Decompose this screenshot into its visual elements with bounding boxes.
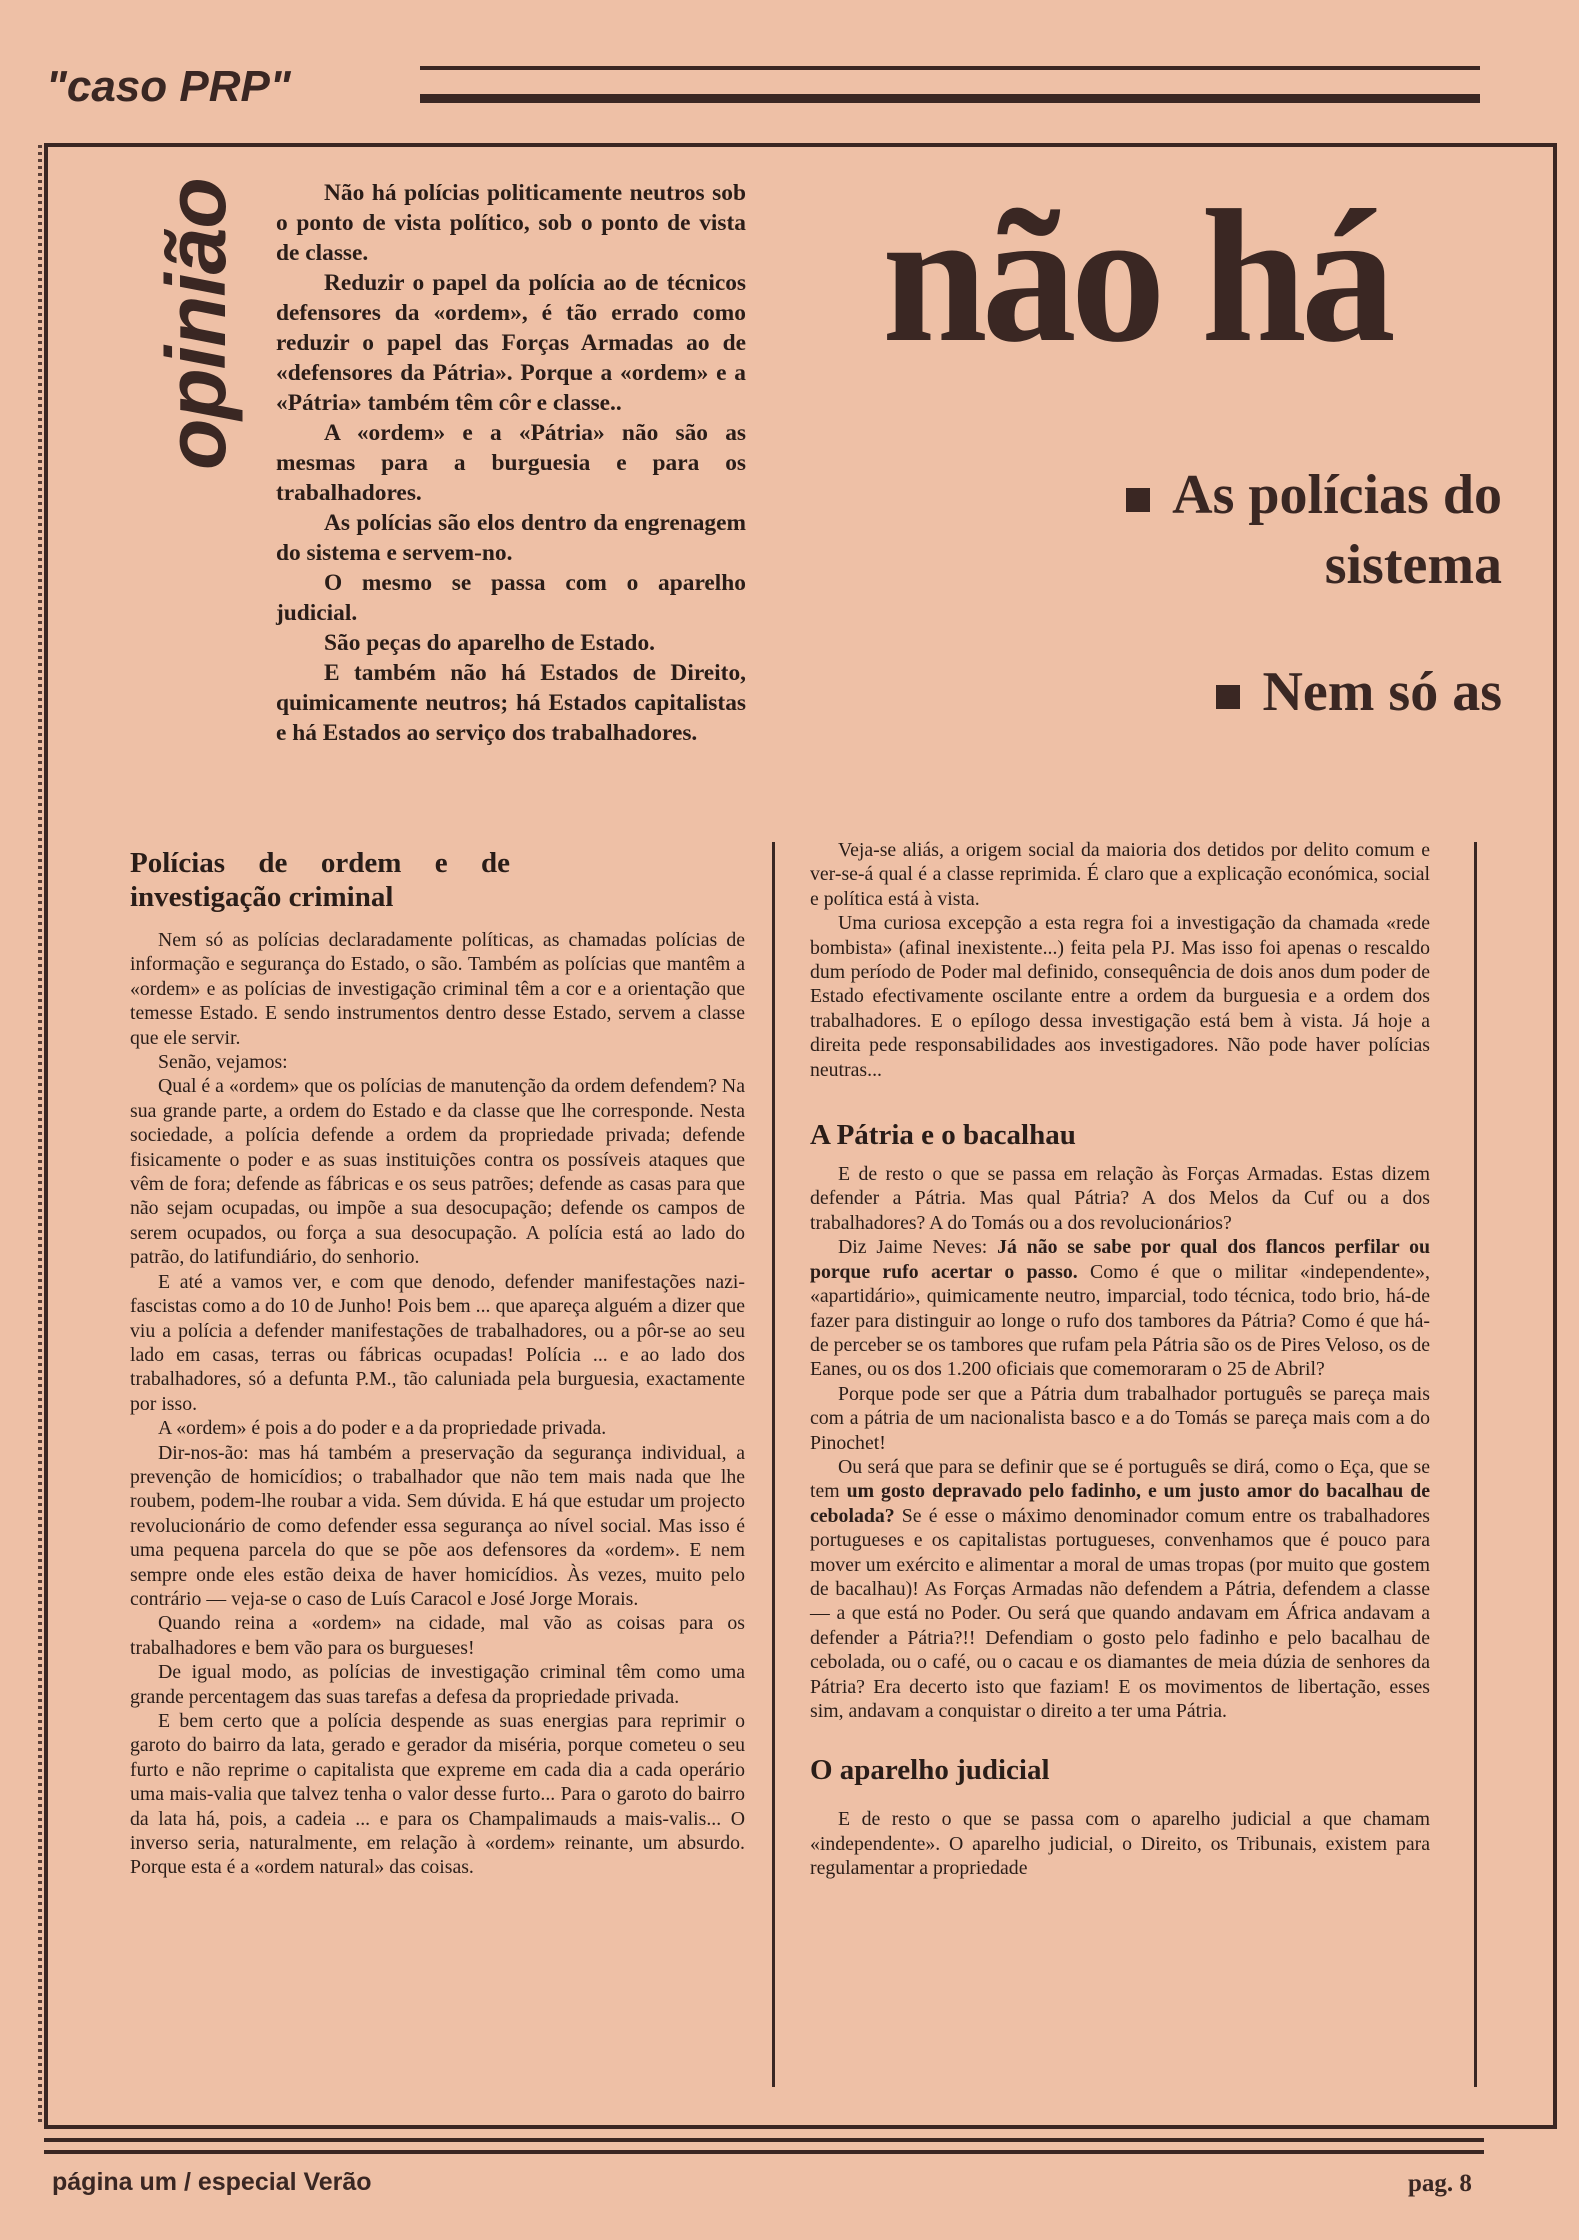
header-rule-top bbox=[420, 66, 1480, 70]
section-heading: A Pátria e o bacalhau bbox=[810, 1119, 1076, 1152]
column-divider-right bbox=[1474, 842, 1477, 2087]
paragraph: Quando reina a «ordem» na cidade, mal vão as coisas para os trabalhadores e bem vão para os burgueses! bbox=[130, 1612, 745, 1659]
paragraph: A «ordem» é pois a do poder e a da propriedade privada. bbox=[158, 1417, 607, 1440]
subheadline-2 bbox=[1112, 660, 1502, 724]
paragraph: E bem certo que a polícia despende as suas energias para reprimir o garoto do bairro da lata, gerado e gerador da miséria, porque cometeu o seu furto e não reprime o capitalista que expreme em cada dia a cada operário uma mais-valia que talvez tenha o valor desse furto... Para o garoto do bairro da lata há, pois, a cadeia ... e para os Champalimauds a mais-valis... O inverso seria, naturalmente, em relação à «ordem» reinante, um absurdo. Porque esta é a «ordem natural» das coisas. bbox=[130, 1710, 745, 1879]
page-number: pag. 8 bbox=[1408, 2170, 1472, 2197]
paragraph: Uma curiosa excepção a esta regra foi a investigação da chamada «rede bombista» (afinal inexistente...) feita pela PJ. Mas isso foi apenas o rescaldo dum período de Poder mal definido, consequência de dois anos dum poder de Estado efectivamente oscilante entre a ordem da burguesia e a ordem dos trabalhadores. E o epílogo dessa investigação está bem à vista. Já hoje a direita pede responsabilidades aos investigadores. Não pode haver polícias neutras... bbox=[810, 912, 1430, 1081]
perforated-edge bbox=[38, 145, 42, 2125]
section-heading: O aparelho judicial bbox=[810, 1754, 1050, 1787]
section-label: opinião bbox=[149, 178, 243, 470]
intro-paragraph: Não há polícias politicamente neutros sob o ponto de vista político, sob o ponto de vista de classe. bbox=[276, 180, 746, 266]
paragraph: E até a vamos ver, e com que denodo, defender manifestações nazi-fascistas como a do 10 de Junho! Pois bem ... que apareça alguém a dizer que viu a polícia a defender manifestações de trabalhadores, ou a pôr-se ao seu lado em casas, terras ou fábricas ocupadas! Polícia ... e ao lado dos trabalhadores, só a defunta P.M., tão caluniada pela burguesia, exactamente por isso. bbox=[130, 1270, 745, 1415]
paragraph: De igual modo, as polícias de investigação criminal têm como uma grande percentagem das suas tarefas a defesa da propriedade privada. bbox=[130, 1661, 745, 1708]
headline: não há bbox=[882, 172, 1390, 382]
paragraph: E de resto o que se passa com o aparelho judicial a que chamam «independente». O aparelho judicial, o Direito, os Tribunais, existem para regulamentar a propriedade bbox=[810, 1808, 1430, 1880]
intro-block bbox=[276, 178, 746, 748]
quote-rest: Como é que o militar «independente», «apartidário», quimicamente neutro, imparcial, todo técnica, todo brio, há-de fazer para distinguir ao longe o rufo dos tambores da Pátria? Como é que há-de perceber se os tambores que rufam pela Pátria são os de Pires Veloso, os de Eanes, ou os dos 1.200 oficiais que comemoraram o 25 de Abril? bbox=[810, 1260, 1430, 1381]
header-title: "caso PRP" bbox=[46, 62, 291, 111]
column-right bbox=[810, 838, 1430, 1881]
intro-paragraph: São peças do aparelho de Estado. bbox=[324, 630, 655, 656]
footer-rule-top bbox=[44, 2138, 1484, 2142]
subheadline-1-text: As polícias do sistema bbox=[1172, 464, 1502, 596]
bullet-square bbox=[1216, 685, 1240, 709]
eca-rest: Se é esse o máximo denominador comum entre os trabalhadores portugueses e os capitalistas portugueses, convenhamos que é pouco para mover um exército e alimentar a moral de umas tropas (por muito que gostem de bacalhau)! As Forças Armadas não defendem a Pátria, defendem a classe — a que está no Poder. Ou será que quando andavam em África andavam a defender a Pátria?!! Defendiam o gosto pelo fadinho e pelo bacalhau de cebolada, ou o café, ou o cacau e os diamantes de meia dúzia de senhores da Pátria? Era decerto isto que faziam! E os movimentos de libertação, esses sim, andavam a conquistar o direito a ter uma Pátria. bbox=[810, 1504, 1430, 1722]
paragraph: E de resto o que se passa em relação às Forças Armadas. Estas dizem defender a Pátria. Mas qual Pátria? A dos Melos da Cuf ou a dos trabalhadores? A do Tomás ou a dos revolucionários? bbox=[810, 1163, 1430, 1234]
quote-bold: Já não se sabe por qual dos flancos perfilar ou porque rufo acertar o passo. bbox=[810, 1236, 1430, 1283]
eca-bold: um gosto depravado pelo fadinho, e um justo amor do bacalhau de cebolada? bbox=[810, 1480, 1430, 1527]
intro-paragraph: Reduzir o papel da polícia ao de técnicos defensores da «ordem», é tão errado como reduzir o papel das Forças Armadas ao de «defensores da Pátria». Porque a «ordem» e a «Pátria» também têm côr e classe.. bbox=[276, 270, 746, 416]
section-heading: Polícias de ordem e de investigação criminal bbox=[130, 847, 510, 913]
bullet-square bbox=[1126, 488, 1150, 512]
quote-intro: Diz Jaime Neves: bbox=[838, 1236, 998, 1259]
paragraph: Dir-nos-ão: mas há também a preservação da segurança individual, a prevenção de homicídios; o trabalhador que não tem mais nada que lhe roubem, podem-lhe roubar a vida. Sem dúvida. E há que estudar um projecto revolucionário de como defender essa segurança ao nível social. Mas isso é uma pequena parcela do que se põe aos defensores da «ordem». E nem sempre onde eles estão deixa de haver homicídios. Às vezes, muito pelo contrário — veja-se o caso de Luís Caracol e José Jorge Morais. bbox=[130, 1441, 745, 1610]
intro-paragraph: O mesmo se passa com o aparelho judicial. bbox=[276, 570, 746, 626]
paragraph: Veja-se aliás, a origem social da maioria dos detidos por delito comum e ver-se-á qual é a classe reprimida. É claro que a explicação económica, social e política está à vista. bbox=[810, 839, 1430, 910]
paragraph: Nem só as polícias declaradamente políticas, as chamadas polícias de informação e segurança do Estado, o são. Também as polícias que mantêm a «ordem» e as polícias de investigação criminal têm a cor e a orientação que temesse Estado. E sendo instrumentos dentro desse Estado, servem a classe que ele servir. bbox=[130, 929, 745, 1049]
paragraph bbox=[810, 1235, 1430, 1381]
header-rule-bottom bbox=[420, 94, 1480, 103]
footer-rule-bottom bbox=[44, 2150, 1484, 2154]
intro-paragraph: As polícias são elos dentro da engrenagem do sistema e servem-no. bbox=[276, 510, 746, 566]
intro-paragraph: E também não há Estados de Direito, quimicamente neutros; há Estados capitalistas e há Estados ao serviço dos trabalhadores. bbox=[276, 660, 746, 746]
paragraph: Qual é a «ordem» que os polícias de manutenção da ordem defendem? Na sua grande parte, a ordem do Estado e da classe que lhe corresponde. Nesta sociedade, a polícia defende a ordem da propriedade privada; defende fisicamente o poder e as suas instituições contra os possíveis ataques que vêm de fora; defende as fábricas e os seus patrões; defende as casas para que não sejam ocupadas, ou impõe a sua desocupação; defende os campos de serem ocupados, ou força a sua desocupação. A polícia está ao lado do patrão, do latifundiário, do senhorio. bbox=[130, 1075, 745, 1269]
eca-start: Ou será que para se definir que se é português se dirá, como o Eça, que se tem bbox=[810, 1455, 1430, 1503]
column-left bbox=[130, 847, 745, 1880]
intro-paragraph: A «ordem» e a «Pátria» não são as mesmas para a burguesia e para os trabalhadores. bbox=[276, 420, 746, 506]
subheadline-2-text: Nem só as bbox=[1262, 661, 1502, 723]
column-divider bbox=[772, 842, 775, 2087]
paragraph: Porque pode ser que a Pátria dum trabalhador português se pareça mais com a pátria de um nacionalista basco e a do Tomás se pareça mais com a do Pinochet! bbox=[810, 1382, 1430, 1454]
paragraph: Senão, vejamos: bbox=[158, 1051, 288, 1074]
paragraph bbox=[810, 1455, 1430, 1723]
footer-publication: página um / especial Verão bbox=[52, 2168, 372, 2196]
subheadline-1 bbox=[1112, 460, 1502, 600]
